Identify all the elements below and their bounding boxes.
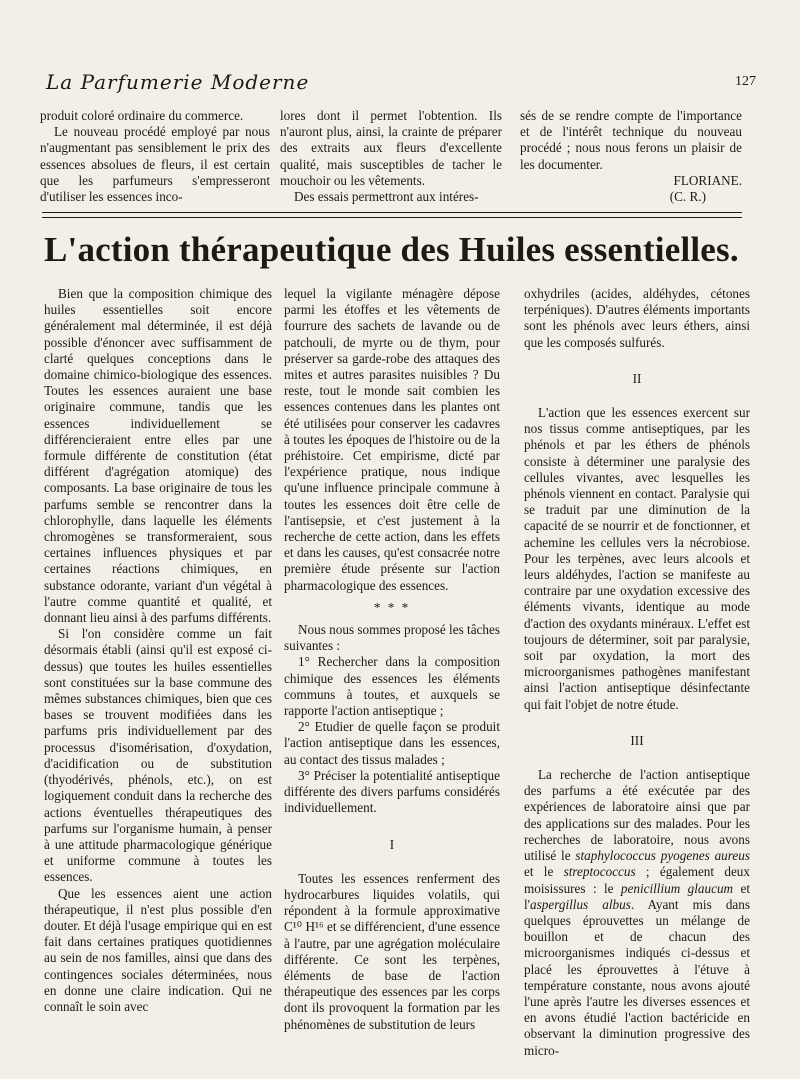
list-item: 3° Préciser la potentialité antiseptique différente des divers parfums considérés individuellement. — [284, 767, 500, 816]
paragraph: produit coloré ordinaire du commerce. — [40, 108, 244, 123]
paragraph: Si l'on considère comme un fait désormais établi (ainsi qu'il est exposé ci-dessus) que toutes les huiles essentielles sont constituées sur la base commune des mêmes substances chimiques, bien que ces bases se trouvent modifiées dans les parfums pris individuellement par des processus d'isomérisation, d'oxydation, d'acidification ou de substitution (thyodérivés, phénols, etc.), on est logiquement conduit dans la recherche des actions éventuelles thérapeutiques des parfums sur l'organisme humain, à penser à une attitude pharmacologique générique et uniforme commune à toutes les essences. — [44, 626, 272, 885]
text-run: . Ayant mis dans quelques éprouvettes un mélange de bouillon et de chacun des microorganismes indiqués ci-dessus et placé les éprouvettes à l'étuve à température constante, nous avons ajouté l'une après l'autre les diverses essences et en avons étudié l'action bactéricide en observant la diminution progressive des micro- — [524, 896, 750, 1058]
paragraph: sés de se rendre compte de l'importance et de l'intérêt technique du nouveau procédé ; nous nous ferons un plaisir de les documenter. — [520, 108, 742, 172]
text-run: et l' — [524, 880, 750, 912]
paragraph: Nous nous sommes proposé les tâches suivantes : — [284, 622, 500, 654]
paragraph: lequel la vigilante ménagère dépose parmi les étoffes et les vêtements de fourrure des sachets de lavande ou de patchouli, de myrte ou de thym, pour préserver sa garde-robe des attaques des mites et autres parasites nuisibles ? Du reste, tout le monde sait combien les essences contenues dans les plantes ont été utilisées pour conserver les cadavres à toutes les époques de l'histoire ou de la préhistoire. Cet empirisme, dicté par l'expérience pratique, nous indique qu'une influence principale commune à toutes les essences doit être celle de l'antisepsie, et c'est justement à la recherche de cette action, dans les effets et dans les causes, qu'est consacrée notre première étude présente sur l'action pharmacologique des essences. — [284, 286, 500, 593]
masthead — [40, 70, 756, 100]
previous-article-column-2 — [280, 108, 502, 205]
author-signature: FLORIANE. — [673, 172, 742, 188]
paragraph: Bien que la composition chimique des huiles essentielles soit encore généralement mal déterminée, il est déjà possible d'énoncer avec suffisamment de clarté quelques conceptions dans le domaine chimico-biologique des essences. Toutes les essences auraient une base originaire commune, tandis que les essences individuellement se différencieraient entre elles par une formule différente de constitution (état différent d'agrégation atomique) des composants. La base originaire de tous les parfums semble se rencontrer dans la chlorophylle, dans laquelle les éléments chromogènes se transformeraient, sous certaines influences physiques et par certaines réactions chimiques, en substance odorante, variant d'un végétal à l'autre comme quantité et qualité, et donnant lieu ainsi à des parfums différents. — [44, 286, 272, 626]
paragraph: Que les essences aient une action thérapeutique, il n'est plus possible d'en douter. Et déjà l'usage empirique qui en est fait dans certaines pratiques quotidiennes au sein de nos familles, ainsi que dans des contingences sociales déterminées, nous en donne une claire indication. Qui ne connaît le soin avec — [44, 885, 272, 1014]
article-column-3 — [524, 286, 750, 1059]
previous-article-column-3 — [520, 108, 742, 205]
paragraph: L'action que les essences exercent sur nos tissus comme antiseptiques, par les phénols et par les éthers de phénols consiste à déterminer une paralysie des cellules vivantes, avec lesquelles les phénols viennent en contact. Paralysie qui se traduit par une diminution de la capacité de se nourrir et de fonctionner, et achemine les cellules vers la nécrobiose. Pour les terpènes, avec leurs alcools et leurs aldéhydes, l'action se manifeste au contraire par une oxydation excessive des éléments vivants, identique au mode d'action des oxydants minéraux. L'effet est toujours de déterminer, soit par paralysie, soit par oxydation, la mort des microorganismes pathogènes manifestant ainsi l'action antiseptique désinfectante qui fait l'objet de notre étude. — [524, 405, 750, 712]
species-name: staphylococcus pyogenes aureus — [575, 848, 750, 864]
paragraph: Des essais permettront aux intéres- — [294, 189, 479, 205]
section-heading-iii: III — [630, 732, 644, 748]
section-heading-ii: II — [632, 370, 642, 386]
article-title: L'action thérapeutique des Huiles essentielles. — [44, 230, 739, 269]
author-initials: (C. R.) — [669, 189, 706, 205]
section-separator-stars: * * * — [373, 599, 411, 615]
text-run: La recherche de l'action antiseptique des parfums a été exécutée par des expériences de laboratoire ainsi que par des applications sur des malades. Pour les recherches de laboratoire, nous avons utilisé le — [524, 767, 750, 864]
paragraph: Toutes les essences renferment des hydrocarbures liquides volatils, qui répondent à la formule approximative C¹⁰ H¹⁶ et se différencient, d'une essence à l'autre, par une agrégation moléculaire différente. Ce sont les terpènes, éléments de base de l'action thérapeutique des essences par les corps dont ils provoquent la formation par les phénomènes de substitution de leurs — [284, 870, 500, 1032]
list-item: 1° Rechercher dans la composition chimique des essences les éléments communs à toutes, et auxquels se rapporte l'action antiseptique ; — [284, 654, 500, 719]
section-heading-i: I — [389, 836, 395, 852]
paragraph: Le nouveau procédé employé par nous n'augmentant pas sensiblement le prix des essences absolues de fleurs, il est certain que les parfumeurs s'empresseront d'utiliser les essences inco- — [40, 124, 270, 205]
species-name: streptococcus — [563, 864, 636, 880]
article-column-1 — [44, 286, 272, 1015]
species-name: aspergillus albus — [530, 896, 631, 912]
text-run: ; également deux moisissures : le — [524, 864, 750, 896]
section-divider-bottom — [42, 217, 742, 218]
species-name: penicillium glaucum — [620, 880, 734, 896]
list-item: 2° Etudier de quelle façon se produit l'action antiseptique dans les essences, au contact des tissus malades ; — [284, 719, 500, 767]
section-divider-top — [42, 212, 742, 213]
article-column-2 — [284, 286, 500, 1033]
paragraph: lores dont il permet l'obtention. Ils n'auront plus, ainsi, la crainte de préparer des extraits aux fleurs d'excellente qualité, mais susceptibles de tacher le mouchoir ou les vêtements. — [280, 108, 502, 188]
page-number: 127 — [735, 74, 756, 89]
magazine-title: La Parfumerie Moderne — [46, 70, 310, 94]
previous-article-column-1 — [40, 108, 270, 205]
paragraph — [524, 767, 750, 1059]
text-run: et le — [524, 864, 564, 880]
paragraph: oxhydriles (acides, aldéhydes, cétones terpéniques). D'autres éléments importants sont les phénols avec leurs éthers, ainsi que les composés sulfurés. — [524, 286, 750, 350]
